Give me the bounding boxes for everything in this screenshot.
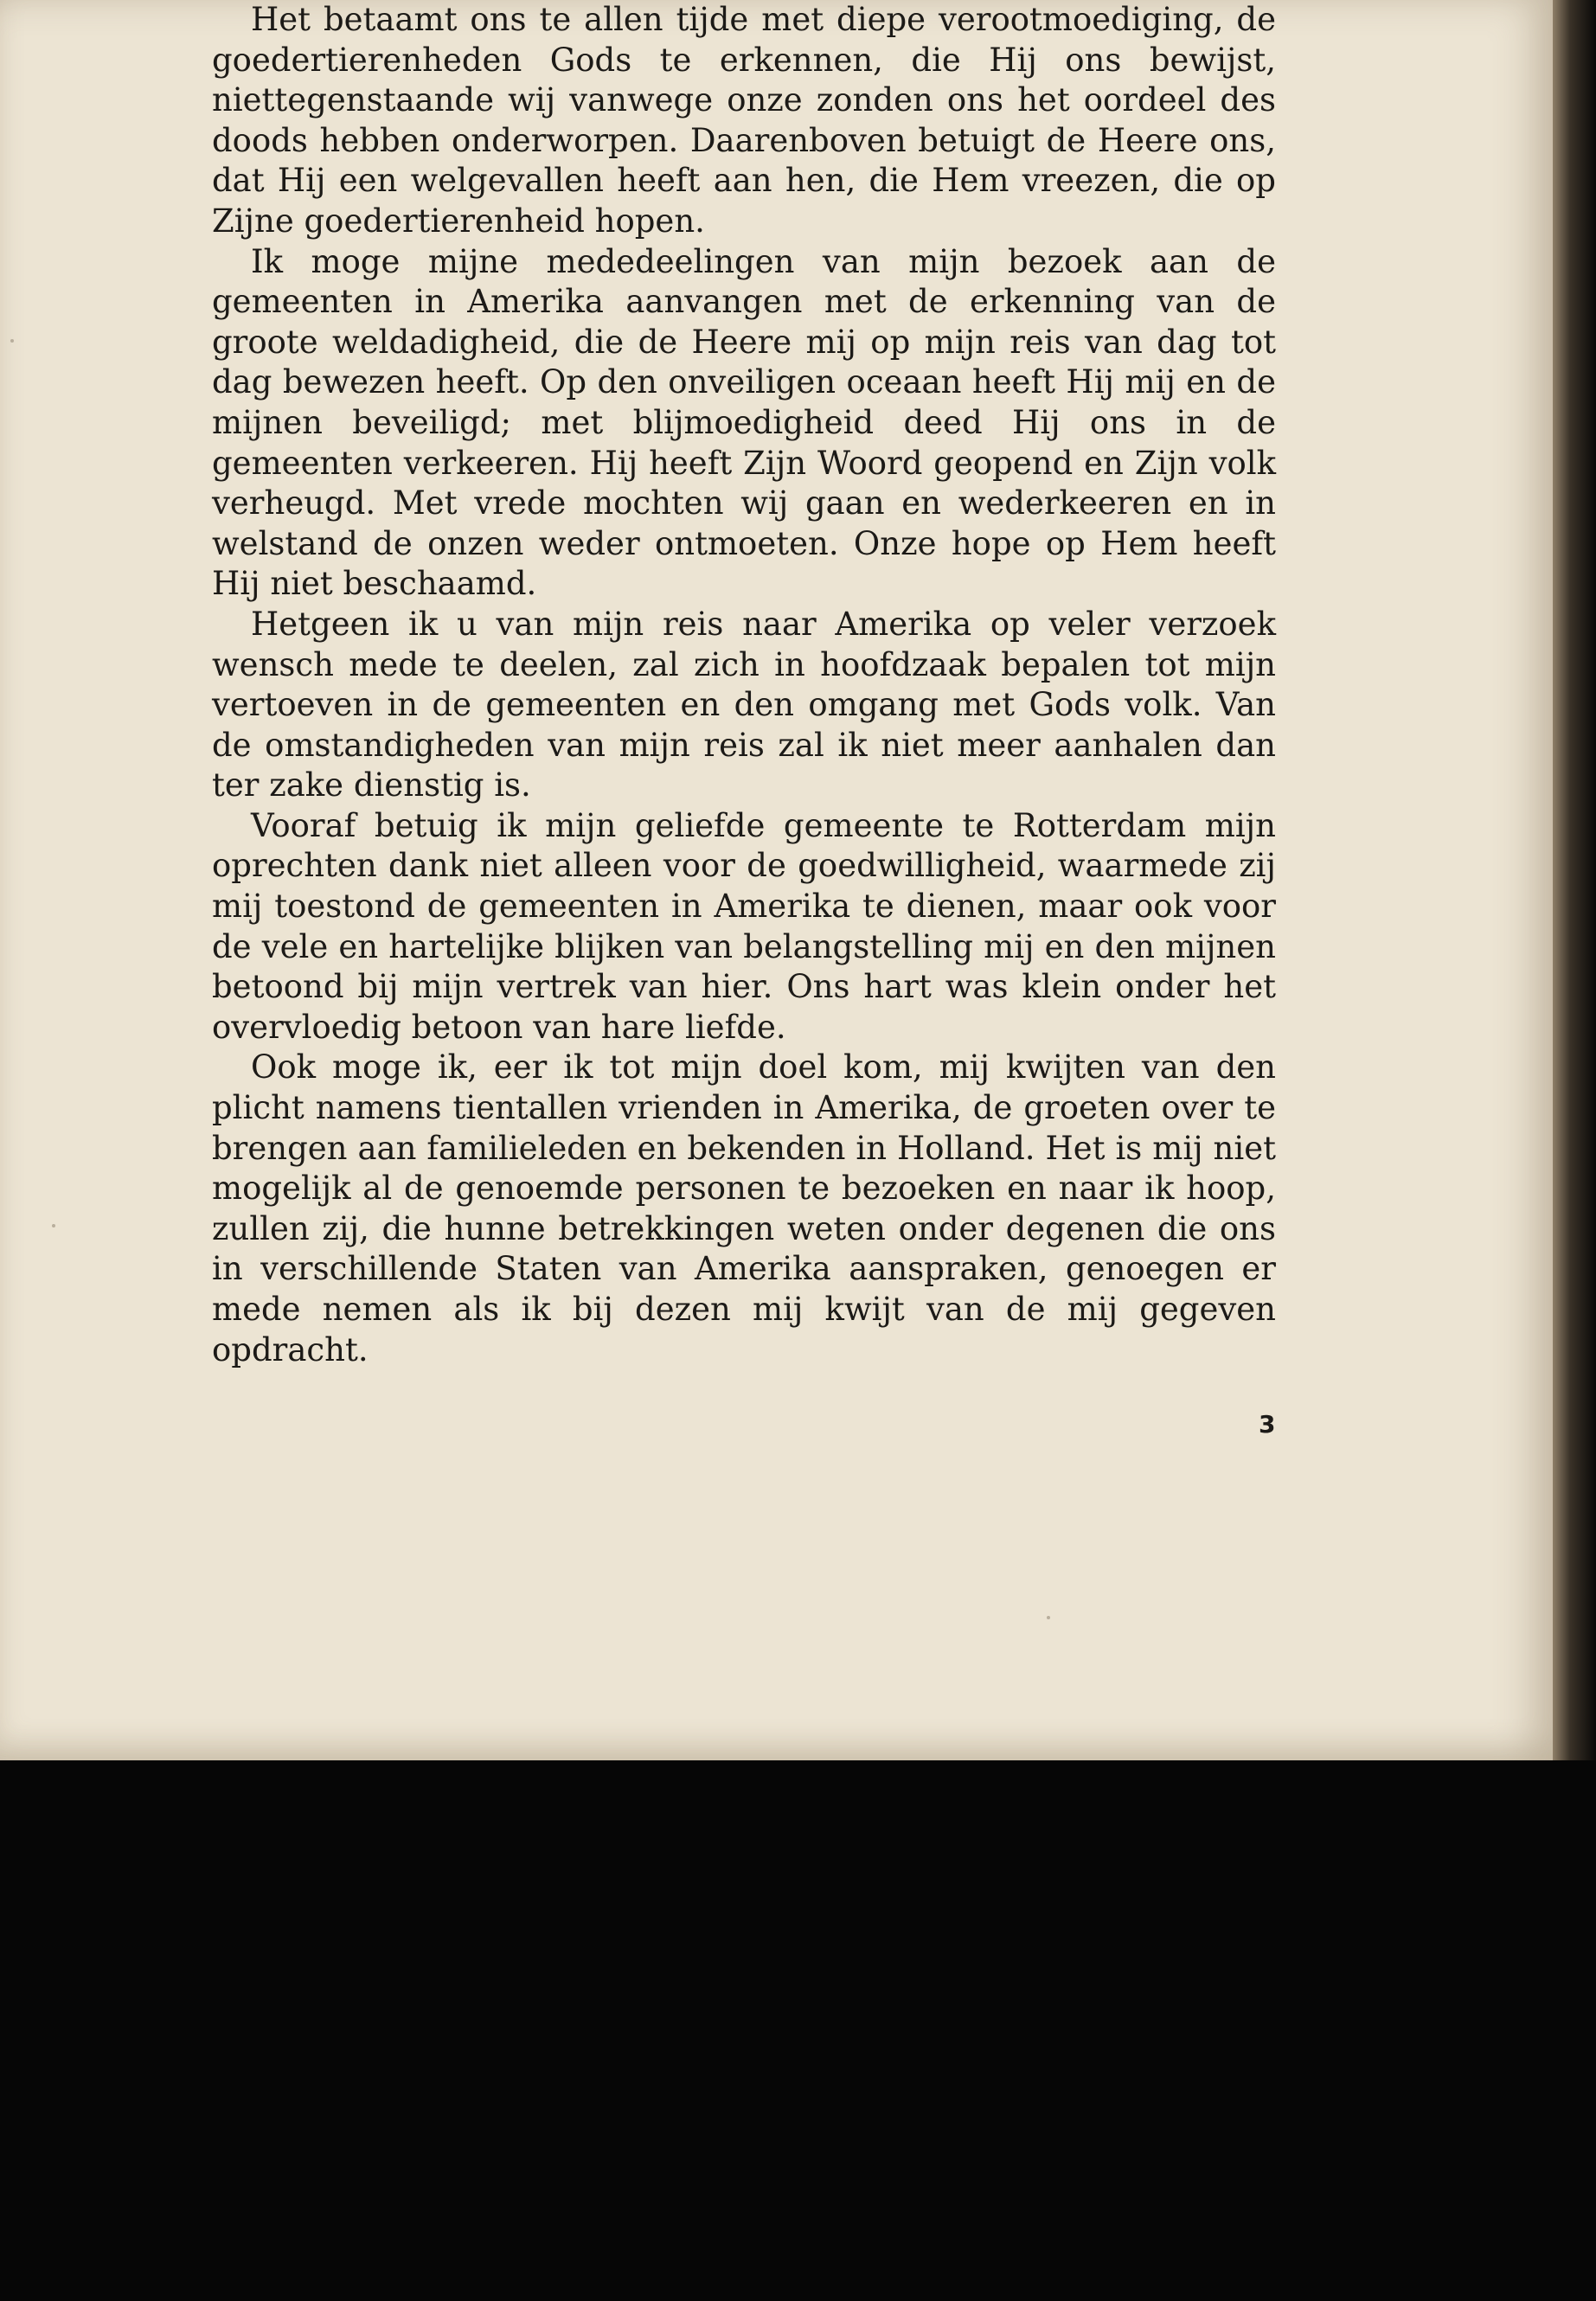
paper-speck — [1047, 1616, 1050, 1619]
paper-edge-shadow — [1553, 0, 1596, 1760]
paragraph-3: Hetgeen ik u van mijn reis naar Amerika op veler verzoek wensch mede te deelen, zal zich in hoofdzaak bepalen tot mijn vertoeven in de gemeenten en den omgang met Gods volk. Van de omstandigheden van mijn reis zal ik niet meer aanhalen dan ter zake dienstig is. — [212, 605, 1276, 804]
paragraph-4: Vooraf betuig ik mijn geliefde gemeente te Rotterdam mijn oprechten dank niet alleen voor de goedwilligheid, waarmede zij mij toestond de gemeenten in Amerika te dienen, maar ook voor de vele en hartelijke blijken van belangstelling mij en den mijnen betoond bij mijn vertrek van hier. Ons hart was klein onder het overvloedig betoon van hare liefde. — [212, 806, 1276, 1046]
body-text — [212, 0, 1276, 1370]
paragraph-2: Ik moge mijne mededeelingen van mijn bezoek aan de gemeenten in Amerika aanvangen met de erkenning van de groote weldadigheid, die de Heere mij op mijn reis van dag tot dag bewezen heeft. Op den onveiligen oceaan heeft Hij mij en de mijnen beveiligd; met blijmoedigheid deed Hij ons in de gemeenten verkeeren. Hij heeft Zijn Woord geopend en Zijn volk verheugd. Met vrede mochten wij gaan en wederkeeren en in welstand de onzen weder ontmoeten. Onze hope op Hem heeft Hij niet beschaamd. — [212, 242, 1276, 603]
paragraph-5: Ook moge ik, eer ik tot mijn doel kom, mij kwijten van den plicht namens tientallen vrienden in Amerika, de groeten over te brengen aan familieleden en bekenden in Holland. Het is mij niet mogelijk al de genoemde personen te bezoeken en naar ik hoop, zullen zij, die hunne betrekkingen weten onder degenen die ons in verschillende Staten van Amerika aanspraken, genoegen er mede nemen als ik bij dezen mij kwijt van de mij gegeven opdracht. — [212, 1048, 1276, 1368]
paper-speck — [52, 1224, 55, 1227]
page-number: 3 — [1259, 1410, 1276, 1439]
paragraph-1: Het betaamt ons te allen tijde met diepe verootmoediging, de goedertierenheden Gods te erkennen, die Hij ons bewijst, niettegenstaande wij vanwege onze zonden ons het oordeel des doods hebben onderworpen. Daarenboven betuigt de Heere ons, dat Hij een welgevallen heeft aan hen, die Hem vreezen, die op Zijne goedertierenheid hopen. — [212, 1, 1276, 240]
paper-speck — [10, 339, 14, 343]
